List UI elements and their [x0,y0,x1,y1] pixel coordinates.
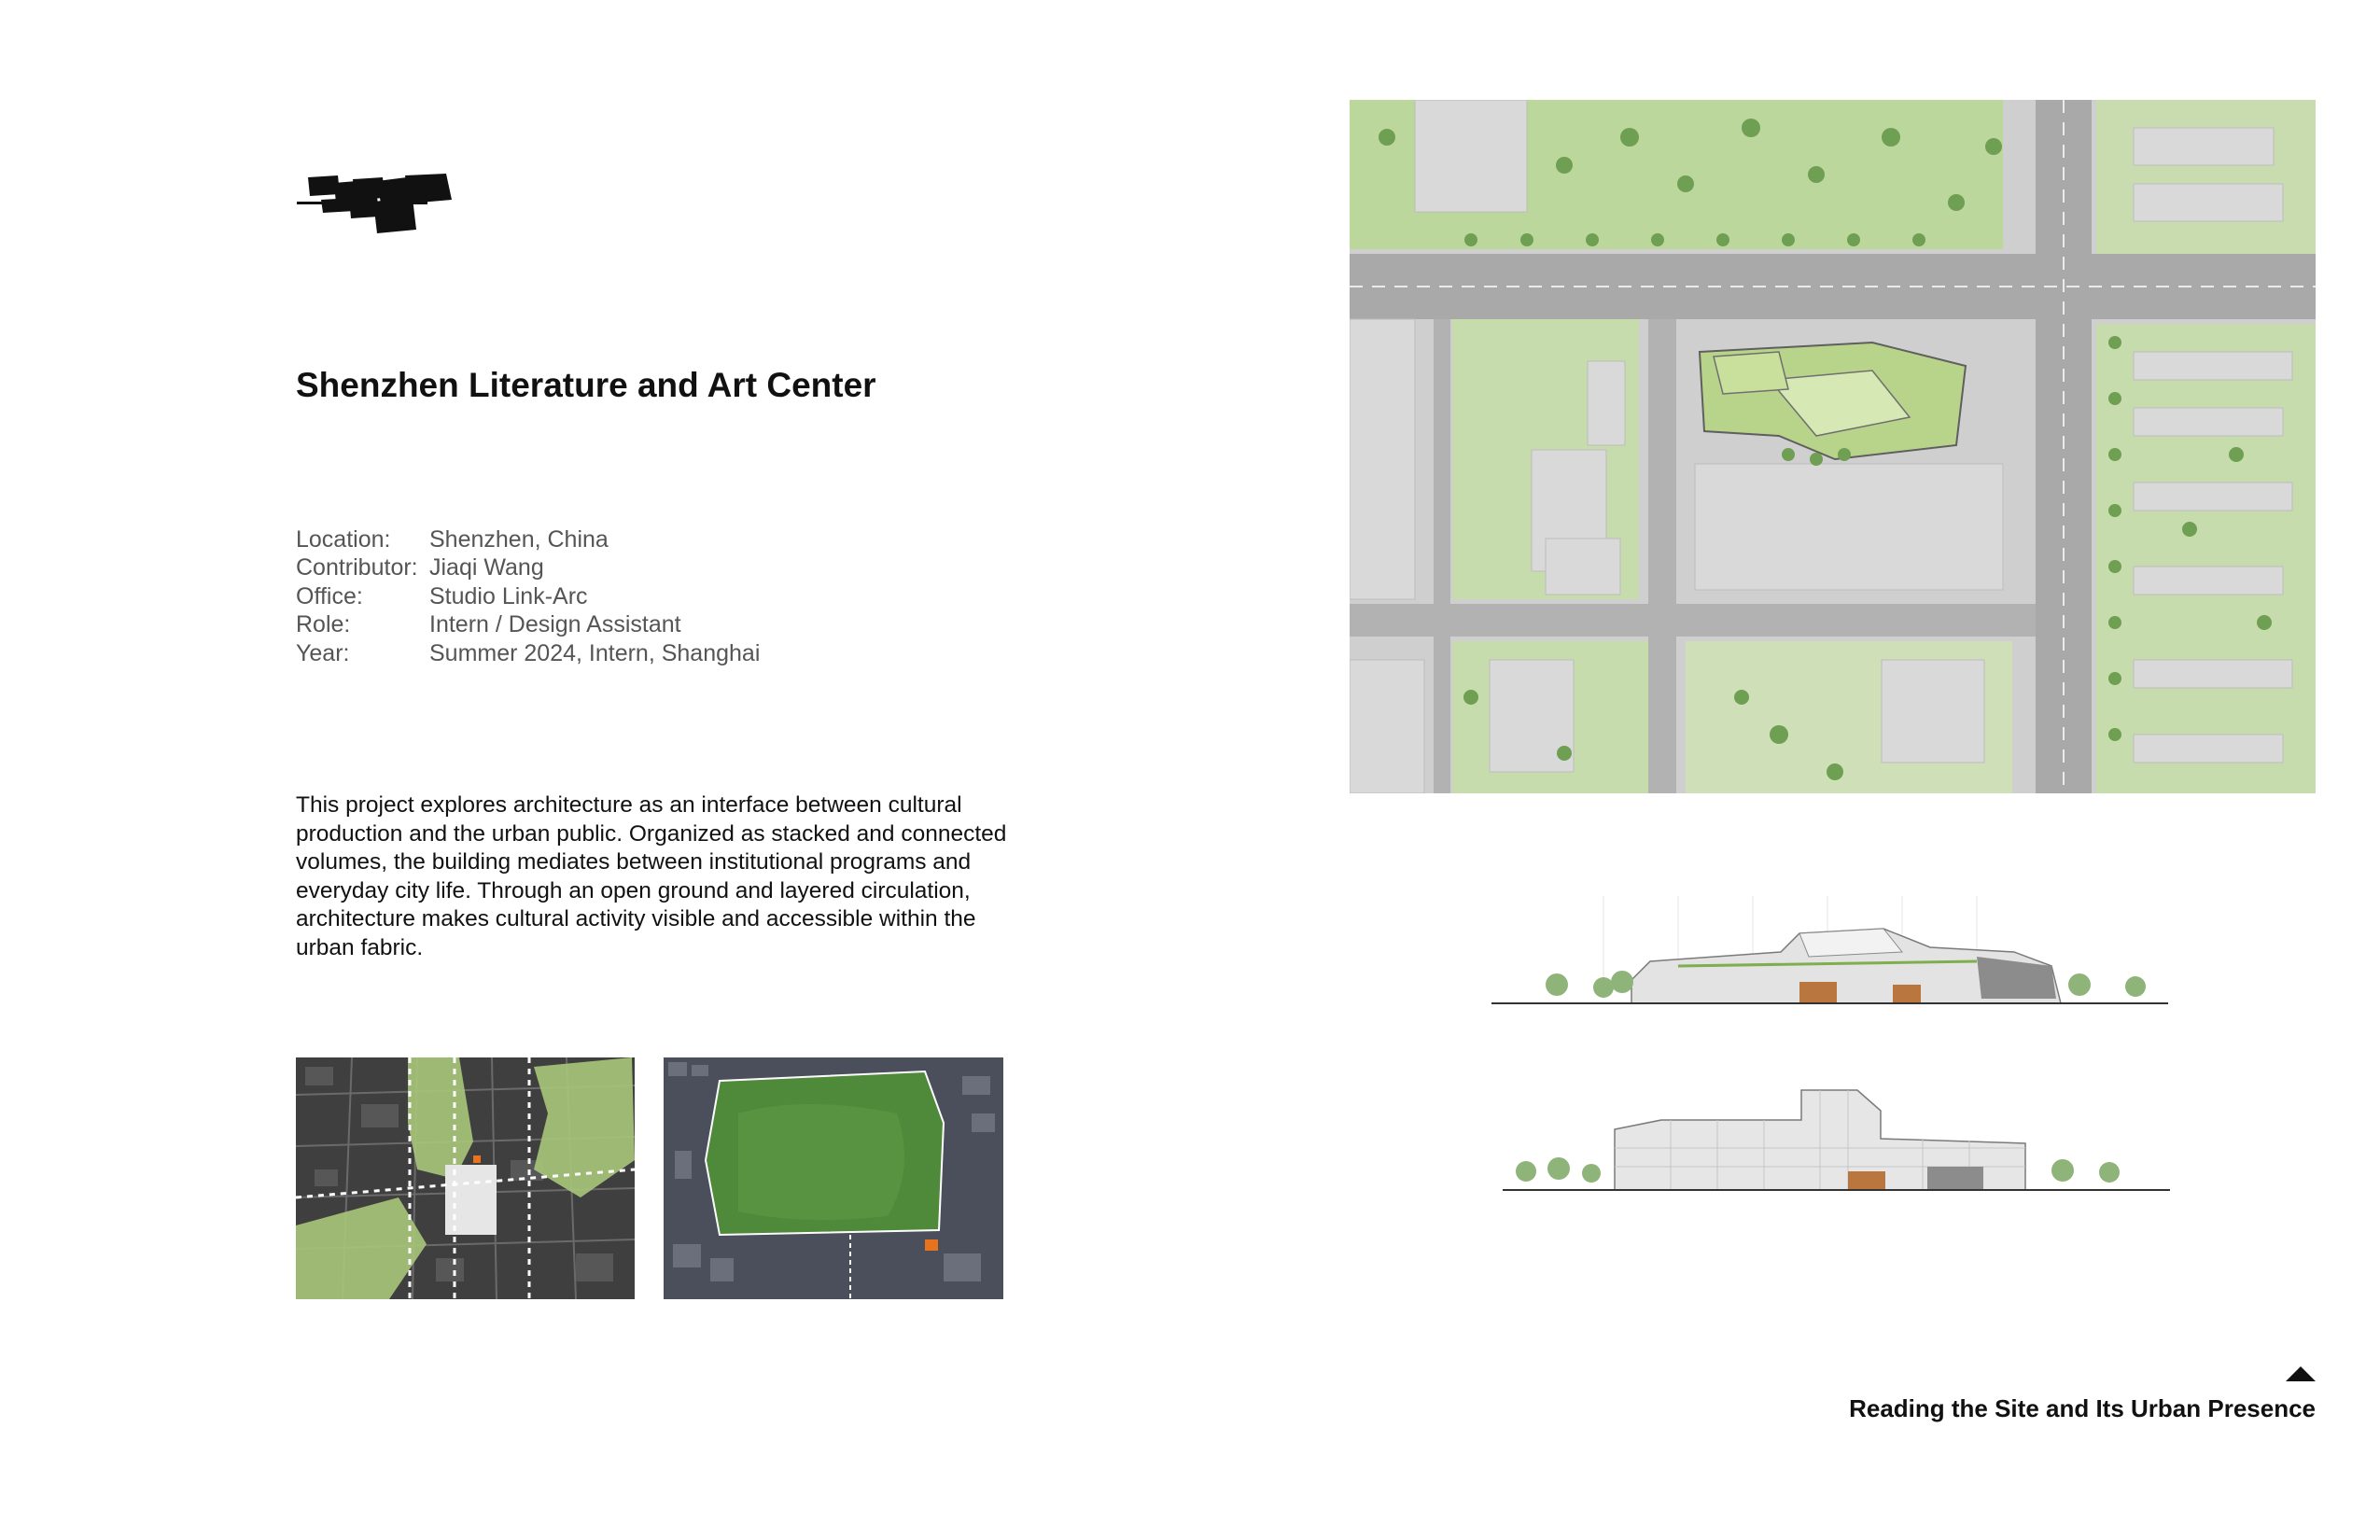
triangle-up-icon [2285,1365,2317,1383]
elevation-drawing-1 [1491,896,2168,1027]
info-row-contributor [296,553,760,581]
urban-diagram-image [296,1057,635,1299]
site-plan-image [1350,100,2316,793]
info-row-year [296,639,760,667]
info-value: Studio Link-Arc [429,582,588,609]
elevation-drawing-2 [1503,1083,2170,1198]
info-value: Shenzhen, China [429,526,609,553]
project-info [296,525,760,667]
info-label: Role: [296,611,351,638]
info-value: Jiaqi Wang [429,554,544,581]
project-description: This project explores architecture as an interface between cultural production and the urban public. Organized as stacked and connected volumes, the building mediates between institutional programs and everyday city life. Through an open ground and layered circulation, architecture makes cultural activity visible and accessible within the urban fabric. [296,792,1007,960]
info-row-location [296,525,760,553]
info-row-role [296,610,760,638]
info-row-office [296,582,760,610]
aerial-photo-image [664,1057,1003,1299]
figure-caption: Reading the Site and Its Urban Presence [1849,1394,2316,1422]
info-label: Location: [296,526,391,553]
info-value: Intern / Design Assistant [429,611,681,638]
page-title: Shenzhen Literature and Art Center [296,366,876,404]
info-label: Contributor: [296,554,418,581]
logo [297,174,472,235]
info-label: Year: [296,639,350,666]
info-value: Summer 2024, Intern, Shanghai [429,639,761,666]
info-label: Office: [296,582,363,609]
